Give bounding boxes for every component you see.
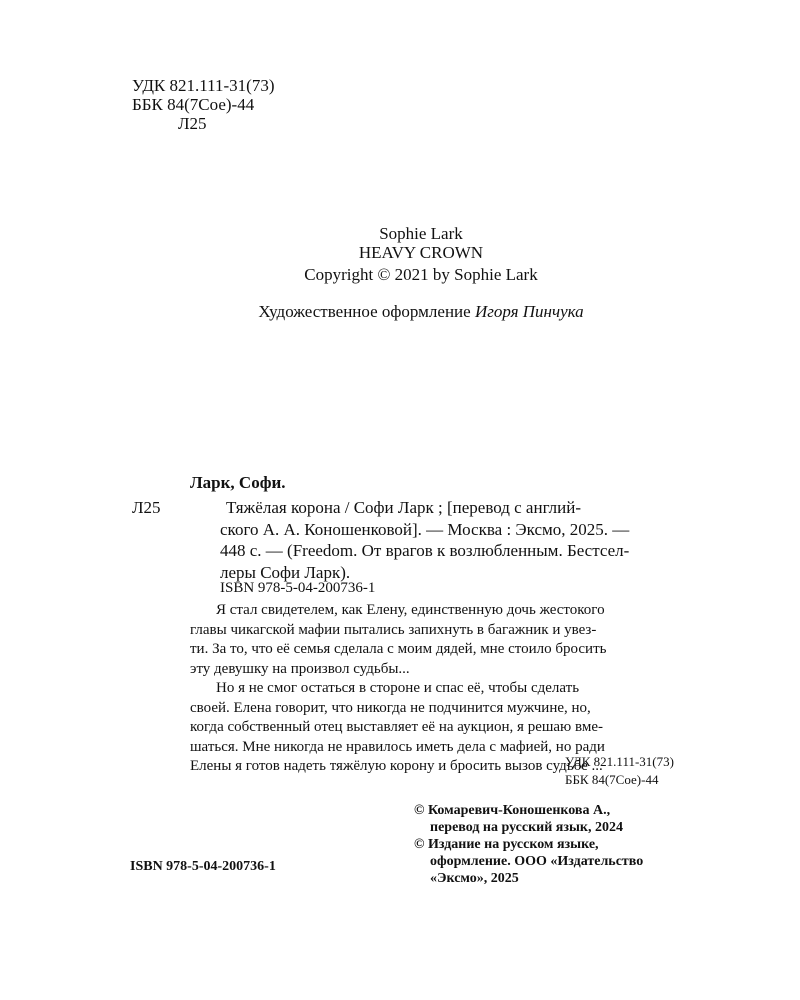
bbk-code: ББК 84(7Сое)-44 xyxy=(132,95,255,114)
udk-code: УДК 821.111-31(73) xyxy=(132,76,275,95)
bibliographic-isbn: ISBN 978-5-04-200736-1 xyxy=(220,580,376,596)
bib-line: леры Софи Ларк). xyxy=(220,562,351,582)
publisher-credits xyxy=(414,802,643,887)
annotation xyxy=(190,601,716,777)
annotation-line: Елены я готов надеть тяжёлую корону и бросить вызов судьбе ... xyxy=(190,758,603,774)
bibliographic-code: Л25 xyxy=(132,498,161,517)
annotation-line: Но я не смог остаться в стороне и спас её, чтобы сделать xyxy=(216,680,580,696)
annotation-line: шаться. Мне никогда не нравилось иметь дела с мафией, но ради xyxy=(190,738,605,755)
design-label: Художественное оформление xyxy=(258,302,471,321)
classification-codes xyxy=(132,76,274,133)
annotation-line: эту девушку на произвол судьбы... xyxy=(190,660,410,677)
original-title: HEAVY CROWN xyxy=(358,243,484,262)
small-udk-code: УДК 821.111-31(73) xyxy=(565,754,674,769)
credit-line: «Эксмо», 2025 xyxy=(430,871,519,886)
bib-line: Тяжёлая корона / Софи Ларк ; [перевод с англий- xyxy=(226,498,582,517)
design-credit xyxy=(0,302,800,322)
credit-line: © Издание на русском языке, xyxy=(414,837,599,852)
small-bbk-code: ББК 84(7Сое)-44 xyxy=(565,772,659,787)
original-author: Sophie Lark xyxy=(379,224,463,243)
bib-line: 448 с. — (Freedom. От врагов к возлюбленным. Бестсел- xyxy=(220,541,630,560)
annotation-line: когда собственный отец выставляет её на аукцион, я решаю вме- xyxy=(190,719,603,735)
credit-line: © Комаревич-Коношенкова А., xyxy=(414,803,611,818)
design-artist: Игоря Пинчука xyxy=(474,302,584,321)
small-classification-codes xyxy=(565,753,674,789)
copyright-line: Copyright © 2021 by Sophie Lark xyxy=(304,265,538,284)
credit-line: перевод на русский язык, 2024 xyxy=(430,820,623,835)
author-mark: Л25 xyxy=(178,114,207,133)
annotation-line: главы чикагской мафии пытались запихнуть в багажник и увез- xyxy=(190,621,597,638)
annotation-line: Я стал свидетелем, как Елену, единственную дочь жестокого xyxy=(216,602,605,618)
bib-line: ского А. А. Коношенковой]. — Москва : Эксмо, 2025. — xyxy=(220,519,630,539)
isbn-bottom: ISBN 978-5-04-200736-1 xyxy=(130,859,276,874)
bibliographic-description xyxy=(220,497,720,583)
annotation-line: ти. За то, что её семья сделала с моим дядей, мне стоило бросить xyxy=(190,641,607,657)
bibliographic-author: Ларк, Софи. xyxy=(190,473,286,492)
annotation-line: своей. Елена говорит, что никогда не подчинится мужчине, но, xyxy=(190,699,591,716)
credit-line: оформление. ООО «Издательство xyxy=(430,854,644,869)
